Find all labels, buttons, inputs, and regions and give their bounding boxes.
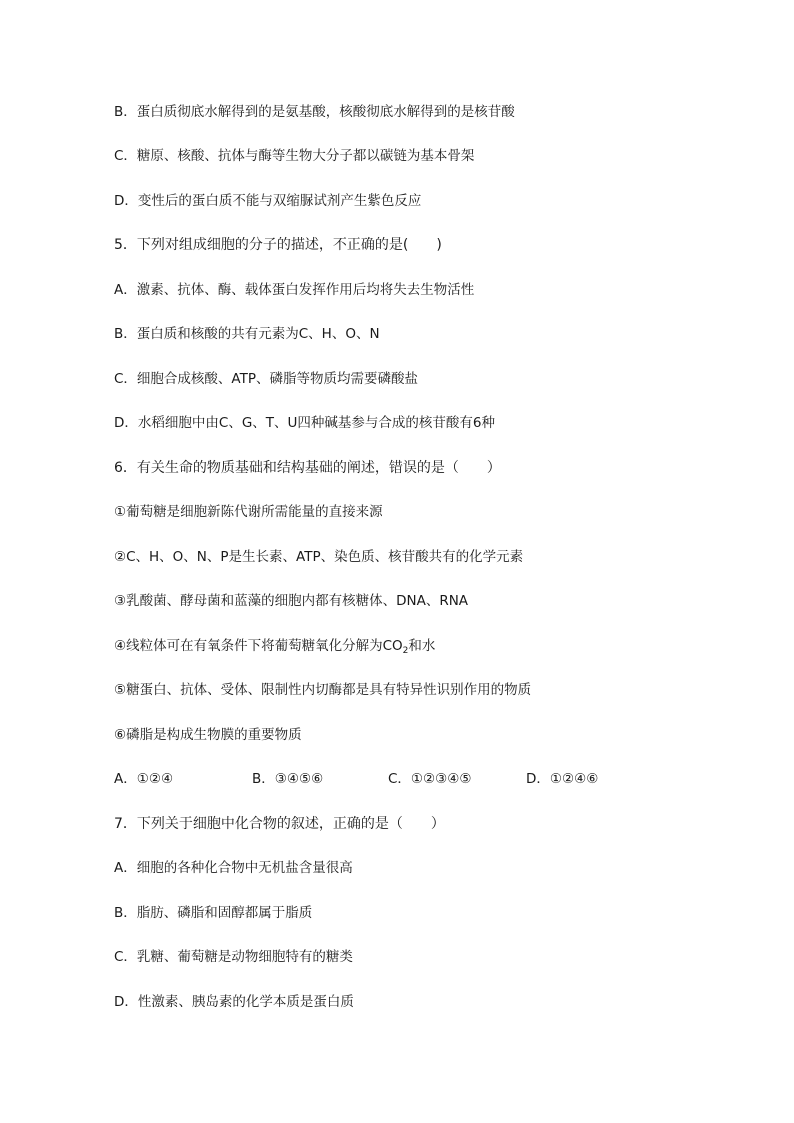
question-6-stem: 6．有关生命的物质基础和结构基础的阐述，错误的是（ ）	[114, 460, 501, 476]
q5-option-b: B．蛋白质和核酸的共有元素为C、H、O、N	[114, 326, 380, 342]
q6-statement-2: ②C、H、O、N、P是生长素、ATP、染色质、核苷酸共有的化学元素	[114, 549, 524, 565]
q5-option-d: D．水稻细胞中由C、G、T、U四种碱基参与合成的核苷酸有6种	[114, 415, 495, 431]
q7-option-b: B．脂肪、磷脂和固醇都属于脂质	[114, 905, 313, 921]
q6-option-d: D．①②④⑥	[526, 771, 599, 787]
q6-statement-4-tail: 和水	[408, 638, 436, 654]
q6-statement-6: ⑥磷脂是构成生物膜的重要物质	[114, 727, 302, 743]
q6-option-a: A．①②④	[114, 771, 174, 787]
q6-option-b: B．③④⑤⑥	[252, 771, 324, 787]
q6-statement-4	[114, 637, 435, 660]
q4-option-c: C．糖原、核酸、抗体与酶等生物大分子都以碳链为基本骨架	[114, 148, 475, 164]
q6-statement-1: ①葡萄糖是细胞新陈代谢所需能量的直接来源	[114, 504, 383, 520]
co2-subscript: 2	[402, 646, 409, 656]
q7-option-c: C．乳糖、葡萄糖是动物细胞特有的糖类	[114, 949, 353, 965]
q6-statement-4-text: ④线粒体可在有氧条件下将葡萄糖氧化分解为CO	[114, 638, 403, 654]
question-7-stem: 7．下列关于细胞中化合物的叙述，正确的是（ ）	[114, 816, 445, 832]
q6-statement-5: ⑤糖蛋白、抗体、受体、限制性内切酶都是具有特异性识别作用的物质	[114, 682, 532, 698]
q6-option-c: C．①②③④⑤	[388, 771, 472, 787]
q6-statement-3: ③乳酸菌、酵母菌和蓝藻的细胞内都有核糖体、DNA、RNA	[114, 593, 469, 609]
q5-option-a: A．激素、抗体、酶、载体蛋白发挥作用后均将失去生物活性	[114, 282, 475, 298]
q5-option-c: C．细胞合成核酸、ATP、磷脂等物质均需要磷酸盐	[114, 371, 418, 387]
question-5-stem: 5．下列对组成细胞的分子的描述，不正确的是( )	[114, 237, 442, 253]
q7-option-d: D．性激素、胰岛素的化学本质是蛋白质	[114, 994, 354, 1010]
q4-option-d: D．变性后的蛋白质不能与双缩脲试剂产生紫色反应	[114, 193, 422, 209]
q4-option-b: B．蛋白质彻底水解得到的是氨基酸，核酸彻底水解得到的是核苷酸	[114, 104, 515, 120]
q7-option-a: A．细胞的各种化合物中无机盐含量很高	[114, 860, 353, 876]
